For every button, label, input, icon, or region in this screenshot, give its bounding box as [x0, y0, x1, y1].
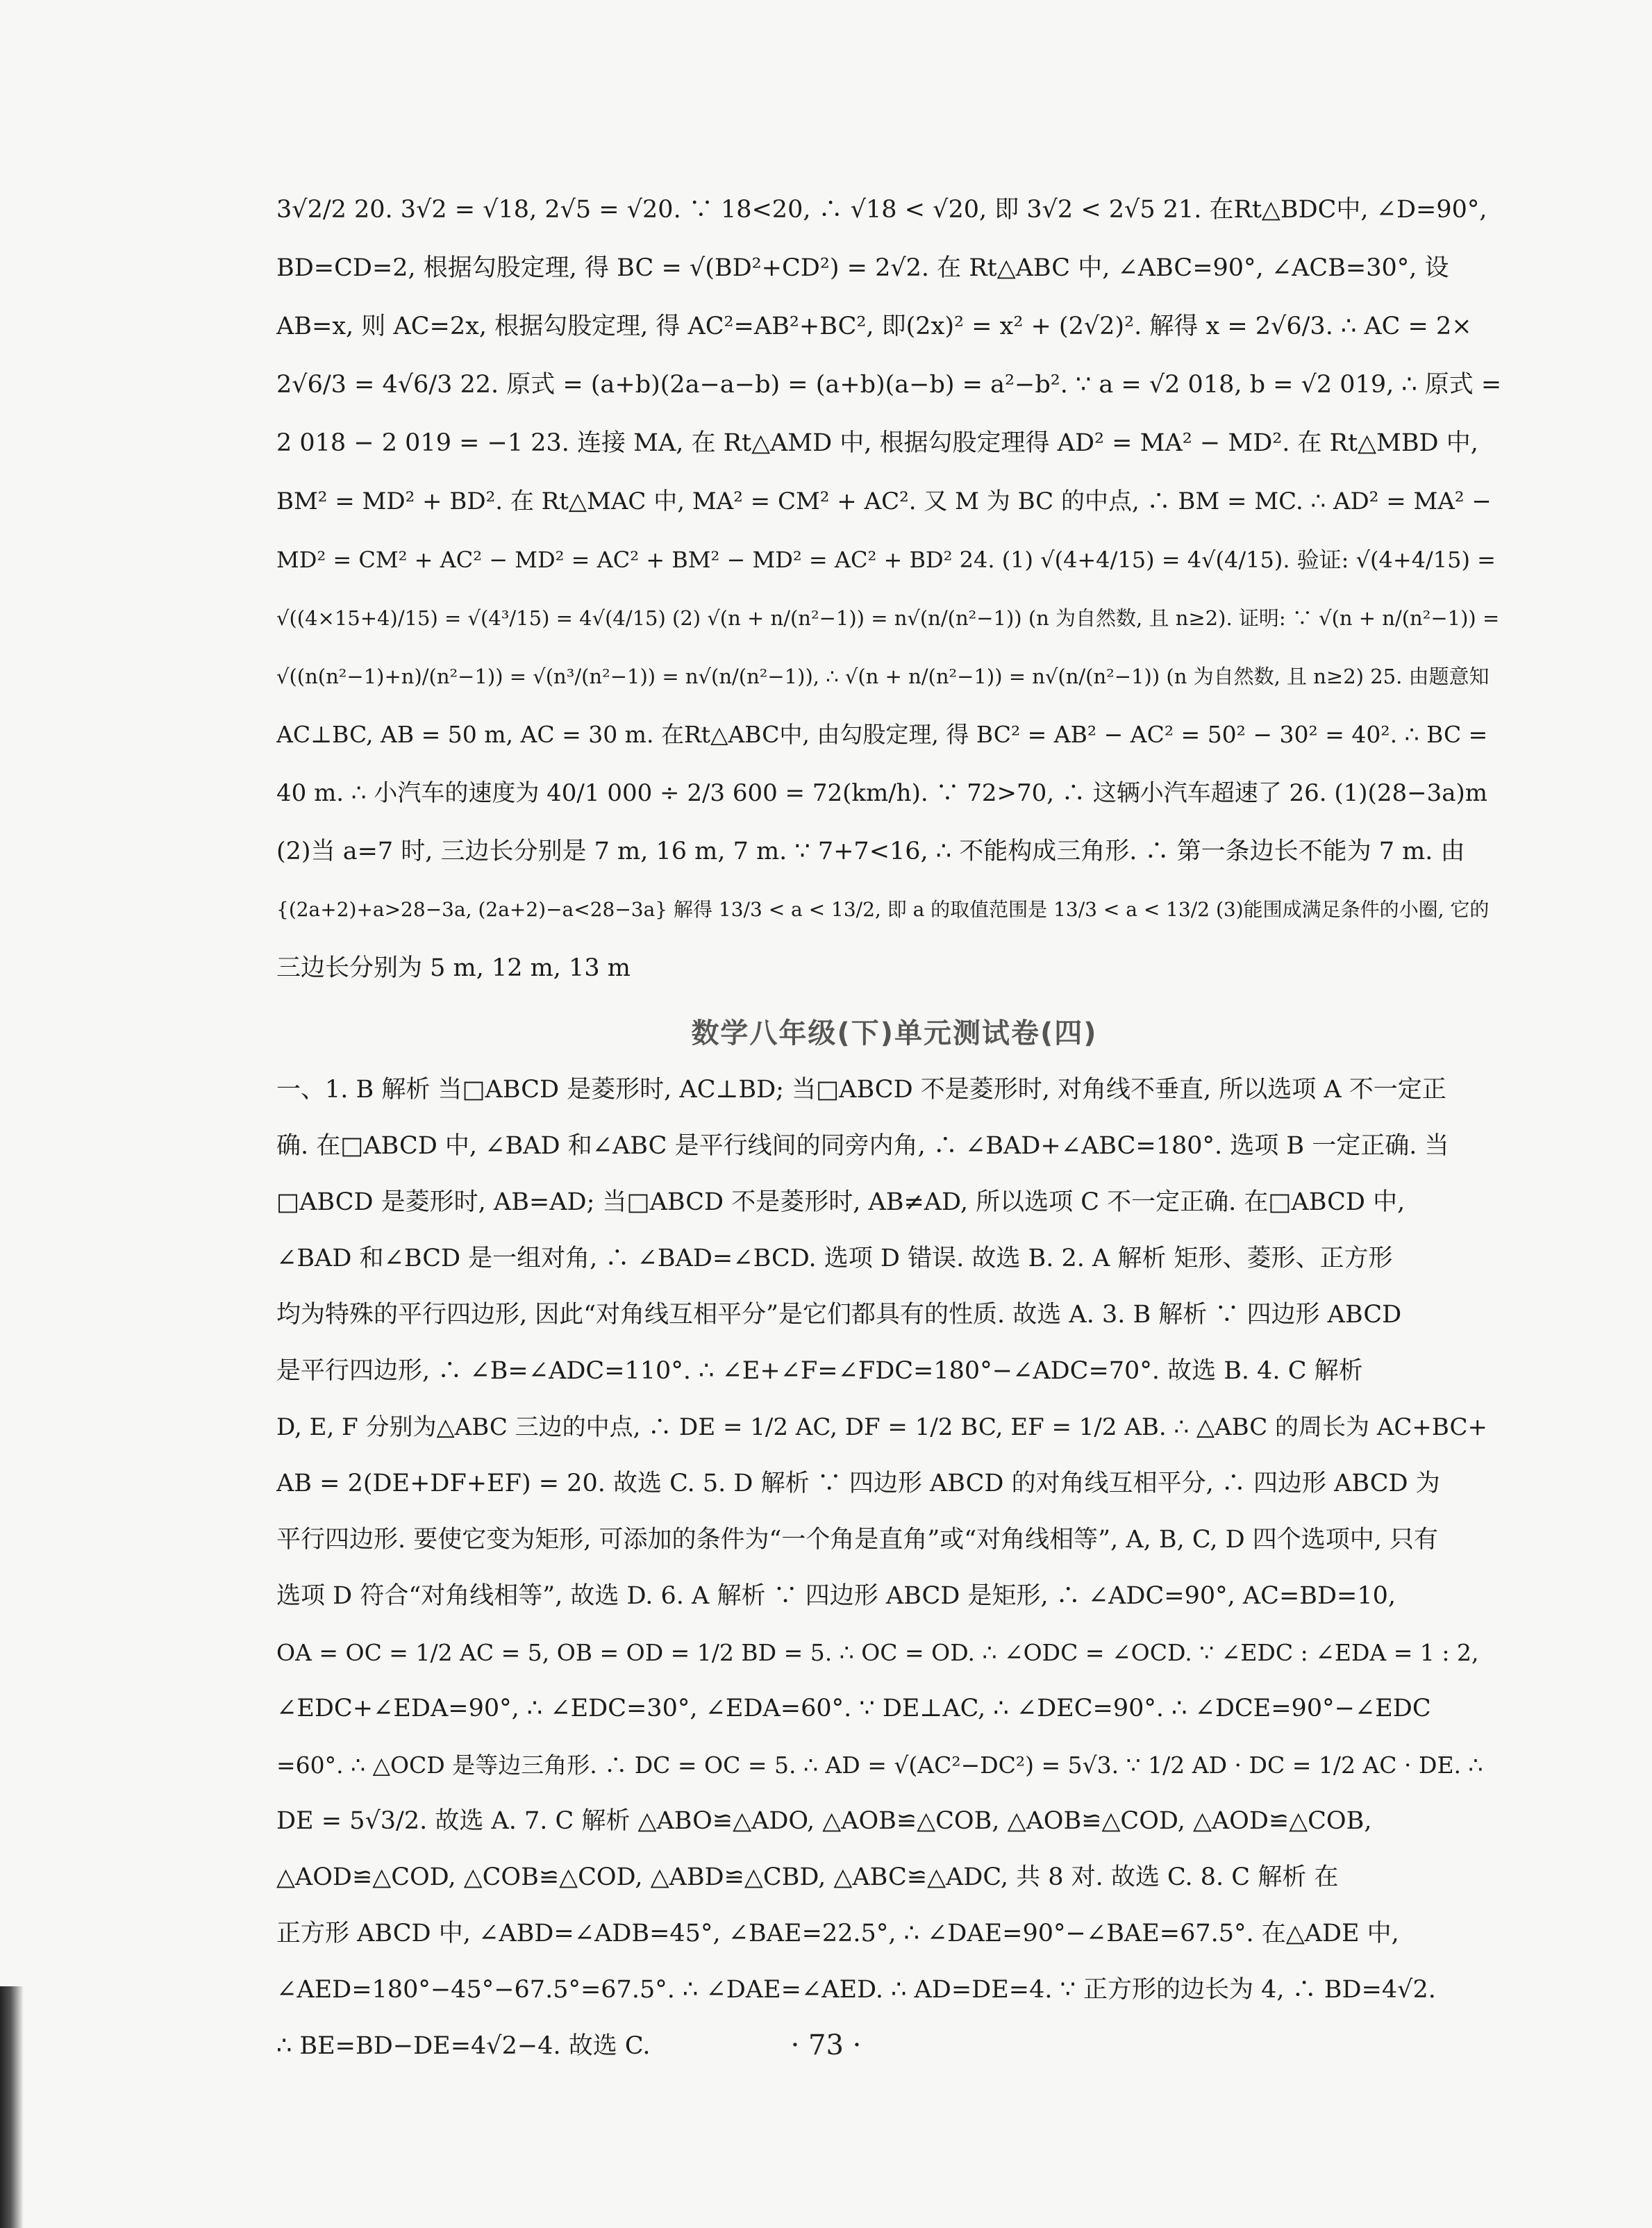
text-line: =60°. ∴ △OCD 是等边三角形. ∴ DC = OC = 5. ∴ AD = √(AC²−DC²) = 5√3. ∵ 1/2 AD · DC = 1/2 AC · DE. ∴ — [276, 1752, 1483, 1779]
text-line: 平行四边形. 要使它变为矩形, 可添加的条件为“一个角是直角”或“对角线相等”, A, B, C, D 四个选项中, 只有 — [276, 1526, 1439, 1554]
text-line: 选项 D 符合“对角线相等”, 故选 D. 6. A 解析 ∵ 四边形 ABCD 是矩形, ∴ ∠ADC=90°, AC=BD=10, — [276, 1582, 1396, 1610]
text-line: AB=x, 则 AC=2x, 根据勾股定理, 得 AC²=AB²+BC², 即(2x)² = x² + (2√2)². 解得 x = 2√6/3. ∴ AC = 2× — [276, 313, 1472, 340]
text-line: 40 m. ∴ 小汽车的速度为 40/1 000 ÷ 2/3 600 = 72(km/h). ∵ 72>70, ∴ 这辆小汽车超速了 26. (1)(28−3a)m — [276, 779, 1487, 807]
text-line: √((4×15+4)/15) = √(4³/15) = 4√(4/15) (2) √(n + n/(n²−1)) = n√(n/(n²−1)) (n 为自然数, 且 n≥2). 证明: ∵ √(n + n/(n²−1)) = — [276, 606, 1500, 630]
text-line: AC⊥BC, AB = 50 m, AC = 30 m. 在Rt△ABC中, 由勾股定理, 得 BC² = AB² − AC² = 50² − 30² = 40². ∴ BC = — [276, 721, 1488, 748]
section-title: 数学八年级(下)单元测试卷(四) — [691, 1017, 1098, 1049]
page-content — [276, 181, 1512, 2075]
previous-answers — [276, 181, 1512, 997]
text-line: 均为特殊的平行四边形, 因此“对角线互相平分”是它们都具有的性质. 故选 A. 3. B 解析 ∵ 四边形 ABCD — [276, 1301, 1402, 1329]
text-line: ∠BAD 和∠BCD 是一组对角, ∴ ∠BAD=∠BCD. 选项 D 错误. 故选 B. 2. A 解析 矩形、菱形、正方形 — [276, 1245, 1393, 1272]
binding-shadow — [0, 1986, 24, 2228]
text-line: 2 018 − 2 019 = −1 23. 连接 MA, 在 Rt△AMD 中, 根据勾股定理得 AD² = MA² − MD². 在 Rt△MBD 中, — [276, 429, 1478, 457]
text-line: △AOD≌△COD, △COB≌△COD, △ABD≌△CBD, △ABC≌△ADC, 共 8 对. 故选 C. 8. C 解析 在 — [276, 1863, 1339, 1891]
text-line: DE = 5√3/2. 故选 A. 7. C 解析 △ABO≌△ADO, △AOB≌△COB, △AOB≌△COD, △AOD≌△COB, — [276, 1807, 1372, 1835]
page-number: · 73 · — [790, 2029, 862, 2061]
text-line: 确. 在□ABCD 中, ∠BAD 和∠ABC 是平行线间的同旁内角, ∴ ∠BAD+∠ABC=180°. 选项 B 一定正确. 当 — [276, 1132, 1449, 1160]
text-line: OA = OC = 1/2 AC = 5, OB = OD = 1/2 BD = 5. ∴ OC = OD. ∴ ∠ODC = ∠OCD. ∵ ∠EDC : ∠EDA = 1 : 2, — [276, 1639, 1479, 1666]
text-line: BD=CD=2, 根据勾股定理, 得 BC = √(BD²+CD²) = 2√2. 在 Rt△ABC 中, ∠ABC=90°, ∠ACB=30°, 设 — [276, 254, 1449, 282]
text-line: {(2a+2)+a>28−3a, (2a+2)−a<28−3a} 解得 13/3 < a < 13/2, 即 a 的取值范围是 13/3 < a < 13/2 (3)能围成满足条件的小圈, 它的 — [276, 898, 1490, 921]
text-line: 一、1. B 解析 当□ABCD 是菱形时, AC⊥BD; 当□ABCD 不是菱形时, 对角线不垂直, 所以选项 A 不一定正 — [276, 1076, 1446, 1104]
text-line: MD² = CM² + AC² − MD² = AC² + BM² − MD² = AC² + BD² 24. (1) √(4+4/15) = 4√(4/15). 验证: √(4+4/15) = — [276, 547, 1496, 573]
text-line: 是平行四边形, ∴ ∠B=∠ADC=110°. ∴ ∠E+∠F=∠FDC=180°−∠ADC=70°. 故选 B. 4. C 解析 — [276, 1357, 1363, 1385]
text-line: √((n(n²−1)+n)/(n²−1)) = √(n³/(n²−1)) = n√(n/(n²−1)), ∴ √(n + n/(n²−1)) = n√(n/(n²−1)) (n 为自然数, 且 n≥2) 25. 由题意知 — [276, 665, 1490, 688]
text-line: ∠AED=180°−45°−67.5°=67.5°. ∴ ∠DAE=∠AED. ∴ AD=DE=4. ∵ 正方形的边长为 4, ∴ BD=4√2. — [276, 1976, 1436, 2004]
text-line: ∴ BE=BD−DE=4√2−4. 故选 C. — [276, 2032, 651, 2060]
text-line: 2√6/3 = 4√6/3 22. 原式 = (a+b)(2a−a−b) = (a+b)(a−b) = a²−b². ∵ a = √2 018, b = √2 019, ∴ 原式 = — [276, 371, 1502, 399]
text-line: BM² = MD² + BD². 在 Rt△MAC 中, MA² = CM² + AC². 又 M 为 BC 的中点, ∴ BM = MC. ∴ AD² = MA² − — [276, 488, 1492, 515]
text-line: AB = 2(DE+DF+EF) = 20. 故选 C. 5. D 解析 ∵ 四边形 ABCD 的对角线互相平分, ∴ 四边形 ABCD 为 — [276, 1470, 1440, 1497]
text-line: □ABCD 是菱形时, AB=AD; 当□ABCD 不是菱形时, AB≠AD, 所以选项 C 不一定正确. 在□ABCD 中, — [276, 1188, 1405, 1216]
text-line: 三边长分别为 5 m, 12 m, 13 m — [276, 954, 631, 982]
text-line: 正方形 ABCD 中, ∠ABD=∠ADB=45°, ∠BAE=22.5°, ∴ ∠DAE=90°−∠BAE=67.5°. 在△ADE 中, — [276, 1920, 1399, 1947]
text-line: D, E, F 分别为△ABC 三边的中点, ∴ DE = 1/2 AC, DF = 1/2 BC, EF = 1/2 AB. ∴ △ABC 的周长为 AC+BC+ — [276, 1413, 1488, 1441]
text-line: ∠EDC+∠EDA=90°, ∴ ∠EDC=30°, ∠EDA=60°. ∵ DE⊥AC, ∴ ∠DEC=90°. ∴ ∠DCE=90°−∠EDC — [276, 1695, 1431, 1722]
text-line: (2)当 a=7 时, 三边长分别是 7 m, 16 m, 7 m. ∵ 7+7<16, ∴ 不能构成三角形. ∴ 第一条边长不能为 7 m. 由 — [276, 838, 1465, 865]
unit-test-4-answers — [276, 1062, 1512, 2075]
text-line: 3√2/2 20. 3√2 = √18, 2√5 = √20. ∵ 18<20, ∴ √18 < √20, 即 3√2 < 2√5 21. 在Rt△BDC中, ∠D=90°, — [276, 196, 1487, 224]
